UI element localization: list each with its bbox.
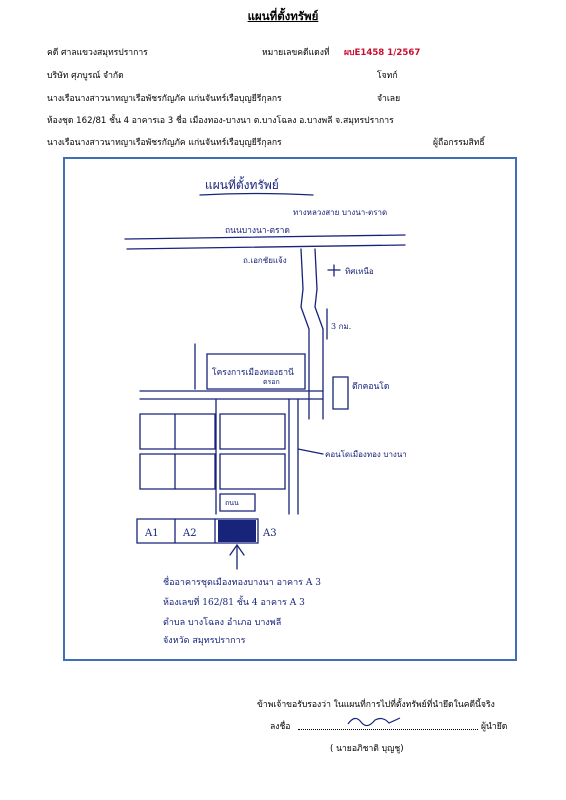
sketch-heading: แผนที่ตั้งทรัพย์ xyxy=(205,178,279,192)
owner-role: ผู้ถือกรรมสิทธิ์ xyxy=(433,138,485,148)
condo-tower-label: ตึกคอนโด xyxy=(352,382,390,392)
defendant-name: นางเรือนางสาวนาทญาเรือพัชรกัญภัค แก่นจันทร์เรือบุญยีรีกุลกร xyxy=(47,94,282,104)
building-a2: A2 xyxy=(183,528,197,539)
handwritten-signature xyxy=(345,712,405,730)
lane-label: ตรอก xyxy=(263,378,280,386)
main-road-label: ถนนบางนา-ตราด xyxy=(225,226,290,236)
note-line-4: จังหวัด สมุทรปราการ xyxy=(163,636,246,646)
building-a3: A3 xyxy=(263,528,277,539)
map-frame xyxy=(63,157,517,661)
soi-label: ถ.เอกชัยแจ้ง xyxy=(243,256,287,265)
property-description: ห้องชุด 162/81 ชั้น 4 อาคารเอ 3 ชื่อ เมืองทอง-บางนา ต.บางโฉลง อ.บางพลี จ.สมุทรปราการ xyxy=(47,116,394,126)
note-line-1: ชื่ออาคารชุดเมืองทองบางนา อาคาร A 3 xyxy=(163,578,321,588)
inner-road-label: ถนน xyxy=(225,499,239,507)
hand-drawn-map xyxy=(65,159,514,658)
document-title: แผนที่ตั้งทรัพย์ xyxy=(247,9,319,23)
certification-text: ข้าพเจ้าขอรับรองว่า ในแผนที่การไปที่ตั้งทรัพย์ที่นำยึดในคดีนี้จริง xyxy=(257,700,495,710)
building-a1: A1 xyxy=(145,528,159,539)
seizer-role: ผู้นำยึด xyxy=(481,722,508,732)
plaintiff-name: บริษัท ศุภบูรณ์ จำกัด xyxy=(47,71,124,81)
case-number: ผบE1458 1/2567 xyxy=(344,48,421,58)
complex-label: คอนโดเมืองทอง บางนา xyxy=(325,450,407,459)
signer-name: ( นายอภิชาติ บุญชู) xyxy=(330,744,404,754)
road-label-upper: ทางหลวงสาย บางนา-ตราด xyxy=(293,208,388,217)
compass-label: ทิศเหนือ xyxy=(345,267,374,276)
owner-name: นางเรือนางสาวนาทญาเรือพัชรกัญภัค แก่นจันทร์เรือบุญยีรีกุลกร xyxy=(47,138,282,148)
note-line-3: ตำบล บางโฉลง อำเภอ บางพลี xyxy=(163,618,282,628)
target-building-a3-fill xyxy=(218,520,256,542)
sign-label: ลงชื่อ xyxy=(270,722,291,732)
distance-label: 3 กม. xyxy=(331,322,352,331)
court-name: คดี ศาลแขวงสมุทรปราการ xyxy=(47,48,148,58)
plaintiff-role: โจทก์ xyxy=(377,71,398,81)
note-line-2: ห้องเลขที่ 162/81 ชั้น 4 อาคาร A 3 xyxy=(163,598,305,608)
defendant-role: จำเลย xyxy=(377,94,401,104)
case-number-label: หมายเลขคดีแดงที่ xyxy=(262,48,330,58)
village-label: โครงการเมืองทองธานี xyxy=(212,368,294,378)
